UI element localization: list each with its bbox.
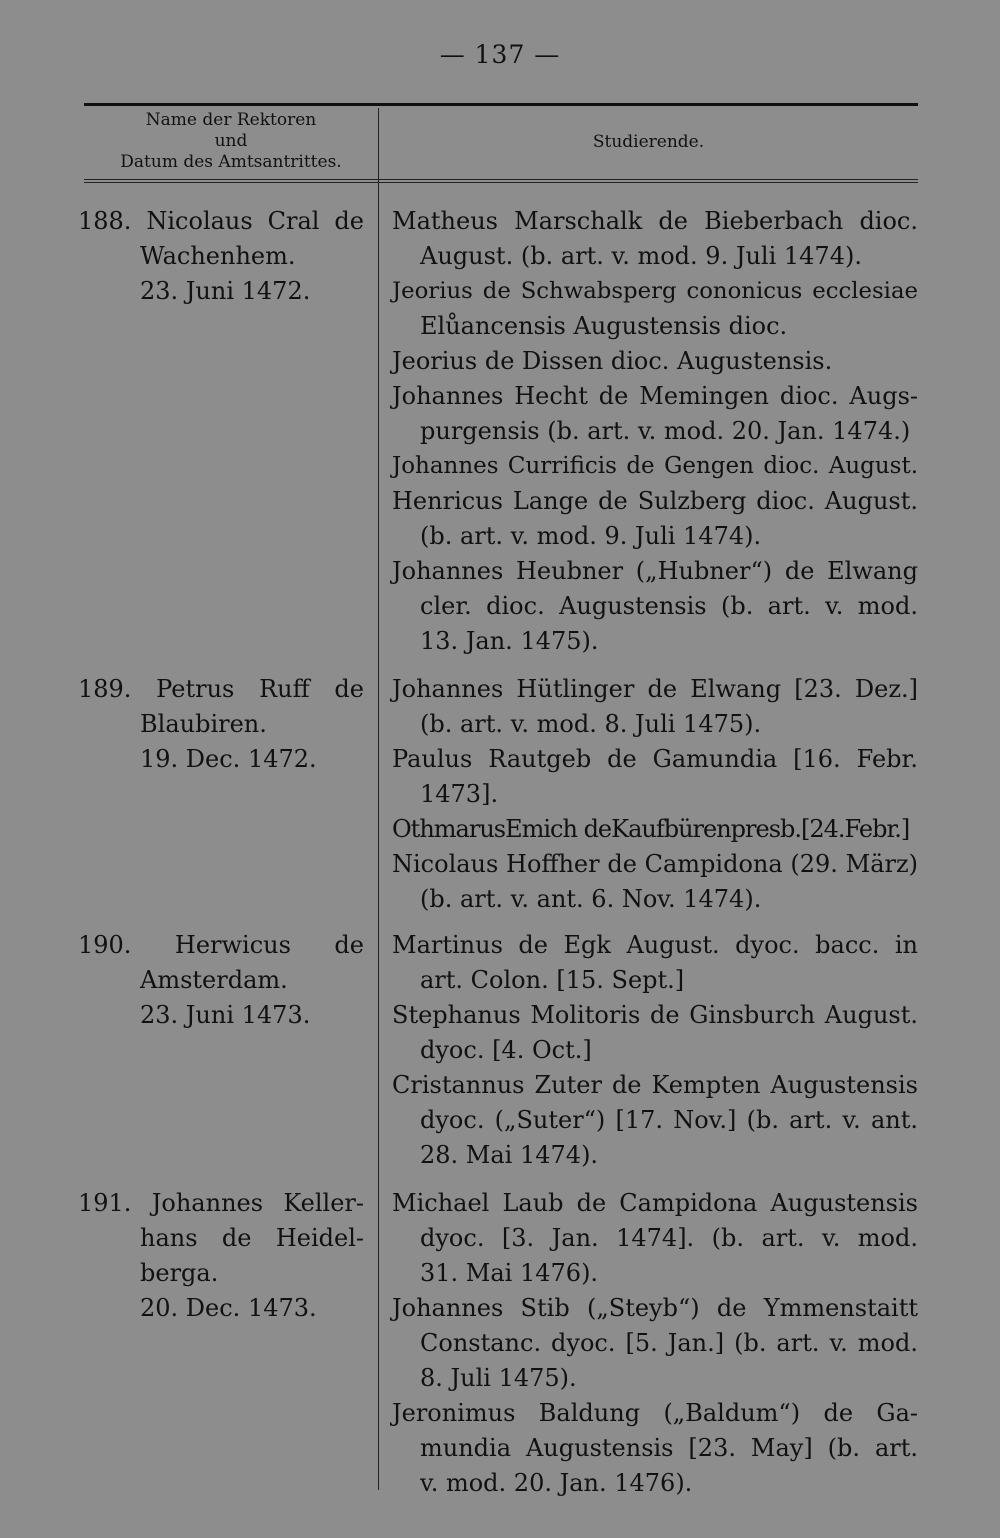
rector-line: Amsterdam.: [140, 966, 288, 994]
student-entry: [392, 742, 918, 812]
header-bottom-rule-2: [84, 182, 918, 183]
student-line: Michael Laub de Campidona Augustensis: [392, 1189, 918, 1217]
student-entry: [392, 379, 918, 449]
student-line: art. Colon. [15. Sept.]: [420, 966, 685, 994]
student-line: Matheus Marschalk de Bieberbach dioc.: [392, 207, 918, 235]
student-line: 1473].: [420, 780, 499, 808]
header-bottom-rule: [84, 179, 918, 180]
student-line: Paulus Rautgeb de Gamundia [16. Febr.: [392, 745, 918, 773]
rector-line: 23. Juni 1472.: [140, 277, 311, 305]
student-entry: [392, 1396, 918, 1501]
students-189: [392, 672, 918, 917]
rector-line: 19. Dec. 1472.: [140, 745, 317, 773]
header-left: [84, 110, 378, 173]
rector-line: hans de Heidel-: [140, 1224, 364, 1252]
student-line: Elůancensis Augustensis dioc.: [420, 312, 788, 340]
student-line: 13. Jan. 1475).: [420, 627, 599, 655]
rector-line: 190. Herwicus de: [78, 931, 364, 959]
student-line: Jeorius de Schwabsperg cononicus ecclesiae: [392, 278, 918, 304]
student-line: (b. art. v. ant. 6. Nov. 1474).: [420, 885, 762, 913]
student-line: (b. art. v. mod. 9. Juli 1474).: [420, 522, 762, 550]
student-line: dyoc. [4. Oct.]: [420, 1036, 592, 1064]
student-line: Jeronimus Baldung („Baldum“) de Ga-: [392, 1399, 918, 1427]
student-entry: [392, 1186, 918, 1291]
student-entry: [392, 274, 918, 344]
header-left-line: Datum des Amtsantrittes.: [120, 152, 342, 172]
student-line: Johannes Hütlinger de Elwang [23. Dez.]: [392, 675, 918, 703]
student-entry: [392, 484, 918, 554]
rector-line: 23. Juni 1473.: [140, 1001, 311, 1029]
student-line: Stephanus Molitoris de Ginsburch August.: [392, 1001, 918, 1029]
rector-line: Blaubiren.: [140, 710, 267, 738]
student-line: dyoc. [3. Jan. 1474]. (b. art. v. mod.: [420, 1224, 918, 1252]
students-191: [392, 1186, 918, 1501]
rector-line: 189. Petrus Ruff de: [78, 675, 364, 703]
student-line: cler. dioc. Augustensis (b. art. v. mod.: [420, 592, 918, 620]
student-line: Constanc. dyoc. [5. Jan.] (b. art. v. mod.: [420, 1329, 918, 1357]
student-line: 31. Mai 1476).: [420, 1259, 599, 1287]
student-line: August. (b. art. v. mod. 9. Juli 1474).: [420, 242, 862, 270]
student-line: OthmarusEmich deKaufbürenpresb.[24.Febr.]: [392, 815, 910, 843]
page-number: — 137 —: [439, 40, 561, 69]
rector-190: [78, 928, 364, 1033]
student-line: Cristannus Zuter de Kempten Augustensis: [392, 1071, 918, 1099]
student-entry: [392, 554, 918, 659]
column-divider: [378, 108, 379, 1490]
student-entry: [392, 847, 918, 917]
student-entry: [392, 344, 918, 379]
student-entry: [392, 672, 918, 742]
rector-188: [78, 204, 364, 309]
student-entry: [392, 998, 918, 1068]
student-line: Nicolaus Hoffher de Campidona (29. März): [392, 850, 918, 878]
rector-189: [78, 672, 364, 777]
rector-191: [78, 1186, 364, 1326]
student-line: (b. art. v. mod. 8. Juli 1475).: [420, 710, 762, 738]
student-line: Johannes Heubner („Hubner“) de Elwang: [392, 557, 918, 585]
student-line: Henricus Lange de Sulzberg dioc. August.: [392, 487, 918, 515]
student-line: Jeorius de Dissen dioc. Augustensis.: [392, 347, 833, 375]
student-line: Johannes Hecht de Memingen dioc. Augs-: [392, 382, 918, 410]
student-entry: [392, 812, 918, 847]
header-left-line: und: [214, 131, 248, 151]
student-line: 28. Mai 1474).: [420, 1141, 599, 1169]
student-line: v. mod. 20. Jan. 1476).: [420, 1469, 693, 1497]
header-top-rule: [84, 103, 918, 106]
students-190: [392, 928, 918, 1173]
rector-line: berga.: [140, 1259, 219, 1287]
student-entry: [392, 928, 918, 998]
student-line: Johannes Stib („Steyb“) de Ymmenstaitt: [392, 1294, 918, 1322]
students-188: [392, 204, 918, 659]
student-line: Martinus de Egk August. dyoc. bacc. in: [392, 931, 918, 959]
student-line: purgensis (b. art. v. mod. 20. Jan. 1474.): [420, 417, 911, 445]
student-entry: [392, 449, 918, 484]
student-line: mundia Augustensis [23. May] (b. art.: [420, 1434, 918, 1462]
student-line: Johannes Currificis de Gengen dioc. August.: [392, 453, 918, 479]
student-entry: [392, 1291, 918, 1396]
header-right: Studierende.: [592, 132, 705, 152]
student-line: 8. Juli 1475).: [420, 1364, 577, 1392]
rector-line: Wachenhem.: [140, 242, 296, 270]
header-left-line: Name der Rektoren: [145, 110, 317, 130]
rector-line: 191. Johannes Keller-: [78, 1189, 364, 1217]
rector-line: 20. Dec. 1473.: [140, 1294, 317, 1322]
student-entry: [392, 204, 918, 274]
student-entry: [392, 1068, 918, 1173]
student-line: dyoc. („Suter“) [17. Nov.] (b. art. v. ant.: [420, 1106, 918, 1134]
rector-line: 188. Nicolaus Cral de: [78, 207, 364, 235]
